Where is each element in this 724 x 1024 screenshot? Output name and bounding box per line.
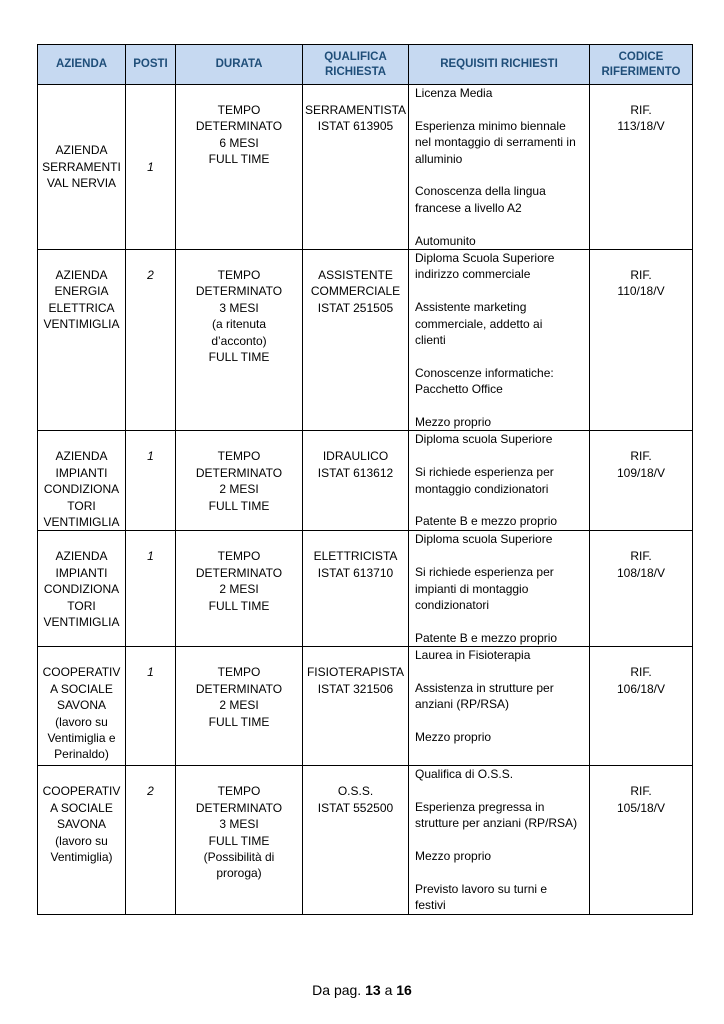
requirement-line: Si richiede esperienza per xyxy=(415,565,554,580)
cell-qualifica-line: ASSISTENTE xyxy=(318,268,393,283)
requirement-spacer xyxy=(415,613,585,629)
cell-azienda-line: TORI xyxy=(67,598,96,613)
cell-azienda-line: Ventimiglia) xyxy=(50,849,113,864)
cell-durata-line: FULL TIME xyxy=(208,152,270,167)
cell-codice-line: RIF. xyxy=(630,449,652,464)
cell-codice-line: RIF. xyxy=(630,784,652,799)
requirement-line: Previsto lavoro su turni e xyxy=(415,882,548,897)
requirement-spacer xyxy=(415,548,585,564)
job-offers-table xyxy=(37,44,693,915)
cell-azienda-line: VENTIMIGLIA xyxy=(43,515,120,530)
cell-durata-line: FULL TIME xyxy=(208,598,270,613)
requirement-line: clienti xyxy=(415,333,446,348)
table-row xyxy=(38,647,693,766)
requirement-line: Diploma Scuola Superiore xyxy=(415,251,555,266)
cell-requisiti xyxy=(409,647,590,766)
cell-codice xyxy=(590,766,693,915)
cell-durata-line: TEMPO xyxy=(217,103,261,117)
header-codice: CODICE RIFERIMENTO xyxy=(590,45,693,85)
cell-azienda-line: VENTIMIGLIA xyxy=(43,317,120,332)
cell-requisiti xyxy=(409,431,590,531)
requirement-spacer xyxy=(415,101,585,117)
footer-prefix: Da pag. xyxy=(312,982,362,998)
requirement-line: Conoscenza della lingua xyxy=(415,184,546,199)
cell-posti xyxy=(126,766,176,915)
cell-durata-line: DETERMINATO xyxy=(195,465,283,480)
requirement-line: Mezzo proprio xyxy=(415,849,492,864)
cell-qualifica xyxy=(303,431,409,531)
cell-qualifica-line: ISTAT 552500 xyxy=(317,800,394,815)
cell-codice-line: RIF. xyxy=(630,549,652,564)
cell-durata-line: DETERMINATO xyxy=(195,119,283,134)
table-row xyxy=(38,85,693,250)
cell-azienda-line: CONDIZIONA xyxy=(43,482,120,497)
requirement-line: Qualifica di O.S.S. xyxy=(415,767,514,782)
cell-azienda-line: A SOCIALE xyxy=(50,800,113,815)
requirement-line: Mezzo proprio xyxy=(415,415,492,430)
cell-qualifica-line: ISTAT 321506 xyxy=(317,681,394,696)
requirement-line: condizionatori xyxy=(415,598,490,613)
cell-azienda-line: (lavoro su xyxy=(55,833,108,848)
cell-azienda-line: ELETTRICA xyxy=(48,300,115,315)
cell-durata-line: 2 MESI xyxy=(219,582,259,597)
table-row xyxy=(38,531,693,647)
cell-azienda-line: SAVONA xyxy=(56,698,107,713)
cell-qualifica-line: COMMERCIALE xyxy=(310,284,401,299)
cell-durata-line: 2 MESI xyxy=(219,482,259,497)
cell-durata-line: d’acconto) xyxy=(211,333,267,348)
cell-posti xyxy=(126,531,176,647)
requirement-line: montaggio condizionatori xyxy=(415,481,549,496)
cell-qualifica-line: IDRAULICO xyxy=(322,449,389,464)
cell-durata-line: TEMPO xyxy=(217,665,261,680)
cell-posti xyxy=(126,647,176,766)
cell-codice xyxy=(590,85,693,250)
requirement-spacer xyxy=(415,283,585,299)
requirement-line: alluminio xyxy=(415,151,463,166)
requirement-line: Automunito xyxy=(415,233,476,248)
cell-qualifica-line: FISIOTERAPISTA xyxy=(306,665,405,680)
requirement-line: Assistenza in strutture per xyxy=(415,681,554,696)
table-row xyxy=(38,431,693,531)
cell-azienda-line: SAVONA xyxy=(56,817,107,832)
cell-azienda-line: IMPIANTI xyxy=(55,465,108,480)
cell-qualifica xyxy=(303,250,409,431)
cell-azienda-line: Ventimiglia e xyxy=(47,730,116,745)
cell-qualifica-line: O.S.S. xyxy=(337,784,374,799)
cell-durata-line: (Possibilità di xyxy=(203,849,275,864)
requirement-line: Licenza Media xyxy=(415,86,493,100)
cell-durata xyxy=(176,250,303,431)
cell-codice-line: 109/18/V xyxy=(616,465,666,480)
cell-azienda-line: SERRAMENTI xyxy=(42,159,121,174)
cell-durata xyxy=(176,531,303,647)
requirement-line: Patente B e mezzo proprio xyxy=(415,630,558,645)
footer-total-pages: 16 xyxy=(396,982,412,998)
cell-codice-line: 110/18/V xyxy=(617,284,665,299)
cell-durata-line: proroga) xyxy=(216,866,262,881)
cell-posti-value: 1 xyxy=(147,549,154,564)
cell-azienda xyxy=(38,531,126,647)
cell-codice xyxy=(590,531,693,647)
cell-azienda xyxy=(38,85,126,250)
cell-qualifica-line: ISTAT 613612 xyxy=(317,465,394,480)
cell-codice-line: RIF. xyxy=(630,268,652,283)
cell-durata-line: TEMPO xyxy=(217,784,261,799)
requirement-line: Pacchetto Office xyxy=(415,382,503,397)
requirement-spacer xyxy=(415,832,585,848)
table-row xyxy=(38,766,693,915)
requirement-line: indirizzo commerciale xyxy=(415,267,531,282)
header-requisiti: REQUISITI RICHIESTI xyxy=(409,45,590,85)
cell-durata-line: TEMPO xyxy=(217,549,261,564)
cell-durata-line: FULL TIME xyxy=(208,350,270,365)
requirement-spacer xyxy=(415,664,585,680)
cell-durata-line: 6 MESI xyxy=(219,135,259,150)
cell-posti xyxy=(126,431,176,531)
cell-azienda xyxy=(38,647,126,766)
cell-posti-value: 1 xyxy=(147,449,154,464)
cell-azienda xyxy=(38,250,126,431)
requirement-line: francese a livello A2 xyxy=(415,200,522,215)
cell-posti-value: 1 xyxy=(147,665,154,680)
header-durata: DURATA xyxy=(176,45,303,85)
cell-codice-line: 108/18/V xyxy=(616,565,666,580)
cell-codice xyxy=(590,250,693,431)
cell-azienda xyxy=(38,766,126,915)
page-footer xyxy=(0,982,724,998)
cell-requisiti xyxy=(409,85,590,250)
requirement-spacer xyxy=(415,713,585,729)
cell-codice-line: 106/18/V xyxy=(616,681,666,696)
requirement-line: impianti di montaggio xyxy=(415,581,529,596)
cell-qualifica-line: SERRAMENTISTA xyxy=(304,103,407,117)
cell-azienda-line: COOPERATIV xyxy=(42,665,121,680)
requirement-line: nel montaggio di serramenti in xyxy=(415,135,576,150)
cell-durata-line: DETERMINATO xyxy=(195,681,283,696)
cell-azienda-line: AZIENDA xyxy=(55,449,108,464)
cell-posti-value: 1 xyxy=(147,159,154,174)
cell-azienda-line: (lavoro su xyxy=(55,714,108,729)
cell-azienda-line: IMPIANTI xyxy=(55,565,108,580)
requirement-spacer xyxy=(415,448,585,464)
footer-middle: a xyxy=(384,982,393,998)
cell-durata xyxy=(176,431,303,531)
requirement-line: Patente B e mezzo proprio xyxy=(415,514,558,529)
requirement-line: commerciale, addetto ai xyxy=(415,316,543,331)
cell-qualifica xyxy=(303,85,409,250)
cell-codice-line: RIF. xyxy=(630,103,652,117)
requirement-line: Conoscenze informatiche: xyxy=(415,365,554,380)
cell-durata-line: FULL TIME xyxy=(208,498,270,513)
requirement-line: Laurea in Fisioterapia xyxy=(415,648,531,663)
cell-durata-line: TEMPO xyxy=(217,449,261,464)
cell-posti-value: 2 xyxy=(147,268,154,283)
cell-codice xyxy=(590,431,693,531)
cell-qualifica-line: ISTAT 613905 xyxy=(317,119,394,134)
cell-durata-line: 2 MESI xyxy=(219,698,259,713)
requirement-line: Si richiede esperienza per xyxy=(415,465,554,480)
cell-azienda-line: VENTIMIGLIA xyxy=(43,615,120,630)
requirement-spacer xyxy=(415,398,585,414)
cell-qualifica-line: ISTAT 613710 xyxy=(317,565,394,580)
cell-durata-line: DETERMINATO xyxy=(195,800,283,815)
cell-azienda-line: Perinaldo) xyxy=(54,747,109,762)
cell-azienda-line: COOPERATIV xyxy=(42,784,121,799)
cell-posti xyxy=(126,85,176,250)
header-azienda: AZIENDA xyxy=(38,45,126,85)
requirement-line: Mezzo proprio xyxy=(415,730,492,745)
cell-durata-line: FULL TIME xyxy=(208,714,270,729)
cell-requisiti xyxy=(409,250,590,431)
cell-azienda-line: CONDIZIONA xyxy=(43,582,120,597)
cell-qualifica xyxy=(303,647,409,766)
cell-azienda-line: AZIENDA xyxy=(55,268,108,283)
cell-azienda xyxy=(38,431,126,531)
cell-durata-line: FULL TIME xyxy=(208,833,270,848)
cell-qualifica-line: ISTAT 251505 xyxy=(317,300,394,315)
requirement-spacer xyxy=(415,348,585,364)
cell-requisiti xyxy=(409,766,590,915)
requirement-spacer xyxy=(415,865,585,881)
requirement-spacer xyxy=(415,216,585,232)
cell-durata-line: DETERMINATO xyxy=(195,284,283,299)
cell-durata xyxy=(176,766,303,915)
cell-durata-line: DETERMINATO xyxy=(195,565,283,580)
table-row xyxy=(38,250,693,431)
header-row xyxy=(38,45,693,85)
header-posti: POSTI xyxy=(126,45,176,85)
cell-durata-line: 3 MESI xyxy=(219,300,259,315)
requirement-line: festivi xyxy=(415,898,446,913)
cell-codice-line: RIF. xyxy=(630,665,652,680)
cell-codice-line: 105/18/V xyxy=(616,800,666,815)
requirement-spacer xyxy=(415,783,585,799)
cell-durata-line: (a ritenuta xyxy=(211,317,267,332)
cell-codice xyxy=(590,647,693,766)
cell-azienda-line: ENERGIA xyxy=(54,284,109,299)
requirement-line: Diploma scuola Superiore xyxy=(415,432,553,447)
requirement-line: Esperienza pregressa in xyxy=(415,800,545,815)
requirement-line: Esperienza minimo biennale xyxy=(415,118,566,133)
requirement-spacer xyxy=(415,167,585,183)
cell-durata xyxy=(176,647,303,766)
cell-azienda-line: A SOCIALE xyxy=(50,681,113,696)
cell-azienda-line: TORI xyxy=(67,498,96,513)
requirement-line: Assistente marketing xyxy=(415,300,527,315)
cell-durata xyxy=(176,85,303,250)
cell-posti xyxy=(126,250,176,431)
cell-requisiti xyxy=(409,531,590,647)
cell-qualifica-line: ELETTRICISTA xyxy=(313,549,398,564)
cell-posti-value: 2 xyxy=(147,784,154,799)
cell-durata-line: 3 MESI xyxy=(219,817,259,832)
cell-durata-line: TEMPO xyxy=(217,268,261,283)
cell-azienda-line: AZIENDA xyxy=(55,143,108,158)
footer-current-page: 13 xyxy=(365,982,381,998)
cell-codice-line: 113/18/V xyxy=(617,119,665,134)
requirement-line: strutture per anziani (RP/RSA) xyxy=(415,816,578,831)
cell-azienda-line: VAL NERVIA xyxy=(46,176,117,191)
header-qualifica: QUALIFICA RICHIESTA xyxy=(303,45,409,85)
requirement-line: Diploma scuola Superiore xyxy=(415,532,553,547)
requirement-spacer xyxy=(415,497,585,513)
cell-qualifica xyxy=(303,766,409,915)
requirement-line: anziani (RP/RSA) xyxy=(415,697,510,712)
cell-azienda-line: AZIENDA xyxy=(55,549,108,564)
cell-qualifica xyxy=(303,531,409,647)
